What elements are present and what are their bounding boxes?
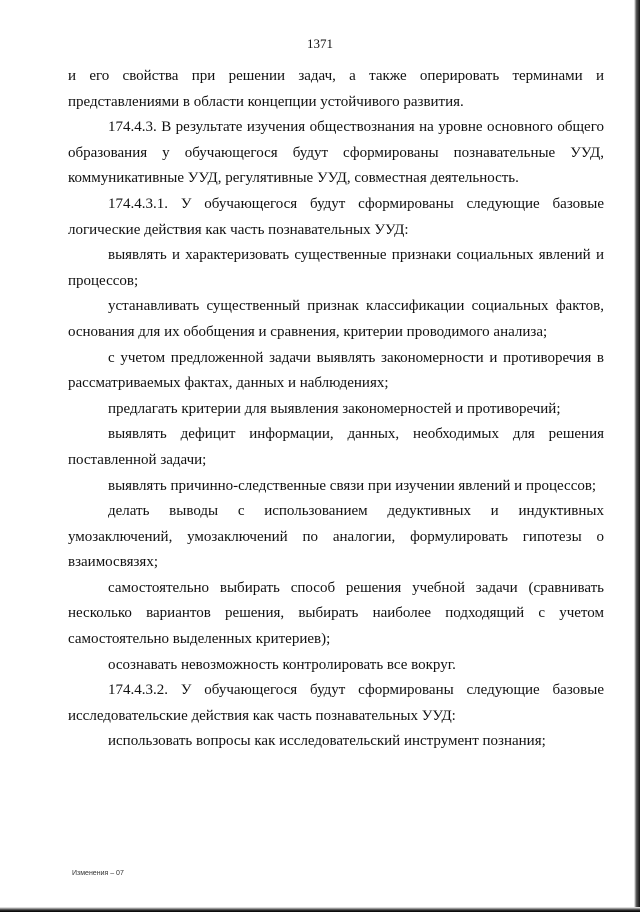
paragraph: самостоятельно выбирать способ решения учебной задачи (сравнивать несколько вариантов решения, выбирать наиболее подходящий с учетом самостоятельно выделенных критериев);	[68, 579, 604, 648]
scan-edge-right	[634, 0, 640, 912]
paragraph: осознавать невозможность контролировать все вокруг.	[108, 656, 456, 673]
paragraph: выявлять дефицит информации, данных, необходимых для решения поставленной задачи;	[68, 426, 604, 468]
paragraph: использовать вопросы как исследовательский инструмент познания;	[108, 733, 546, 750]
paragraph: 174.4.3.1. У обучающегося будут сформированы следующие базовые логические действия как часть познавательных УУД:	[68, 195, 604, 238]
paragraph: выявлять и характеризовать существенные признаки социальных явлений и процессов;	[68, 247, 604, 289]
paragraph: устанавливать существенный признак классификации социальных фактов, основания для их обобщения и сравнения, критерии проводимого анализа;	[68, 298, 604, 340]
paragraph: 174.4.3. В результате изучения обществознания на уровне основного общего образования у обучающегося будут сформированы познавательные УУД, коммуникативные УУД, регулятивные УУД, совместная деятельность.	[68, 119, 604, 187]
paragraph: с учетом предложенной задачи выявлять закономерности и противоречия в рассматриваемых фактах, данных и наблюдениях;	[68, 349, 604, 392]
page-number: 1371	[307, 36, 333, 51]
body-text	[68, 64, 604, 755]
paragraph: делать выводы с использованием дедуктивных и индуктивных умозаключений, умозаключений по аналогии, формулировать гипотезы о взаимосвязях;	[68, 503, 604, 571]
paragraph: выявлять причинно-следственные связи при изучении явлений и процессов;	[108, 477, 597, 494]
scan-edge-bottom	[0, 907, 640, 912]
paragraph: 174.4.3.2. У обучающегося будут сформированы следующие базовые исследовательские действия как часть познавательных УУД:	[68, 682, 604, 724]
footer-note: Изменения – 07	[72, 870, 124, 877]
paragraph: и его свойства при решении задач, а также оперировать терминами и представлениями в области концепции устойчивого развития.	[68, 68, 604, 110]
paragraph: предлагать критерии для выявления закономерностей и противоречий;	[108, 400, 561, 417]
